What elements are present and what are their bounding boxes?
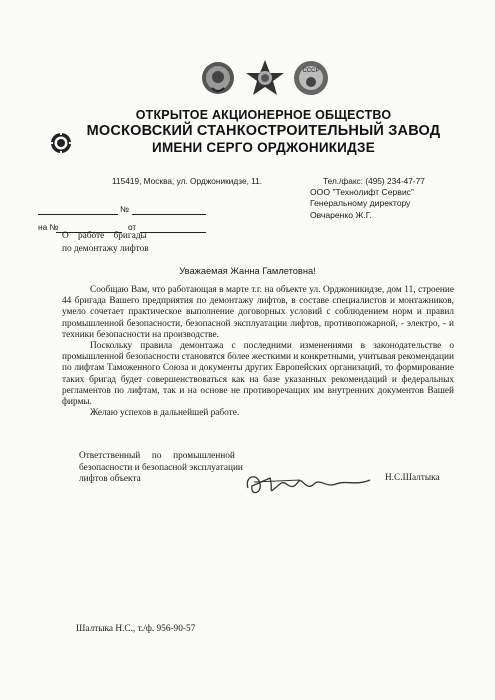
executor-contact: Шалтыка Н.С., т./ф. 956-90-57 [76,624,196,634]
red-star-order-icon [246,60,284,95]
subject-line-1: О работе бригады [62,231,147,241]
recipient-company: ООО "Технолифт Сервис" [310,187,414,197]
letter-subject [62,230,149,255]
ussr-badge-icon [294,61,328,95]
signoff-title [79,451,243,486]
orders-emblem [198,58,333,98]
recipient-position: Генеральному директору [310,198,411,209]
company-phone: Тел./факс: (495) 234-47-77 [323,176,425,186]
company-name-honor: ИМЕНИ СЕРГО ОРДЖОНИКИДЗЕ [152,140,375,155]
outgoing-number-label: № [120,204,129,214]
company-type: ОТКРЫТОЕ АКЦИОНЕРНОЕ ОБЩЕСТВО [135,108,392,122]
body-paragraph-3: Желаю успехов в дальнейшей работе. [90,408,240,419]
reply-number-label: на № [38,222,59,232]
body-paragraph-1: Сообщаю Вам, что работающая в марте т.г. на объекте ул. Орджоникидзе, дом 11, строение 44 бригада Вашего предприятия по демонтажу лифтов, в составе специалистов и монтажников, умело сочетает практическое выполнение договорных условий с соблюдением норм и правил промышленной безопасности, безопасной эксплуатации лифтов, противопожарной, - электро, - и техники безопасности на производстве. [62,285,454,340]
company-address: 115419, Москва, ул. Орджоникидзе, 11. [112,176,263,186]
signoff-line-3: лифтов объекта [79,474,141,484]
recipient-name: Овчаренко Ж.Г. [310,209,372,220]
recipient-block [310,187,414,221]
outgoing-number-line-right [132,214,206,215]
lenin-order-icon [202,62,234,94]
signoff-line-1: Ответственный по промышленной [79,451,235,461]
signoff-line-2: безопасности и безопасной эксплуатации [79,462,243,473]
salutation: Уважаемая Жанна Гамлетовна! [179,266,316,276]
reply-date-label: от [128,222,137,232]
letter-body [62,285,454,419]
subject-line-2: по демонтажу лифтов [62,243,149,254]
company-name: МОСКОВСКИЙ СТАНКОСТРОИТЕЛЬНЫЙ ЗАВОД [86,123,441,139]
reply-date-line [140,232,206,233]
body-paragraph-2: Поскольку правила демонтажа с последними изменениями в законодательстве о промышленной безопасности становятся более жесткими и конкретными, учитывая рекомендации по лифтам Таможенного Союза и документы других Европейских организаций, то формирование таких бригад будет совершенствоваться как на базе указанных рекомендаций и федеральных регламентов по лифтам, так и на основе не противоречащих им внутренних документов Вашей фирмы. [62,341,454,408]
signatory-name: Н.С.Шалтыка [385,473,440,483]
outgoing-number-line-left [38,214,118,215]
handwritten-signature [240,466,380,502]
svg-text:СССР: СССР [302,68,320,74]
